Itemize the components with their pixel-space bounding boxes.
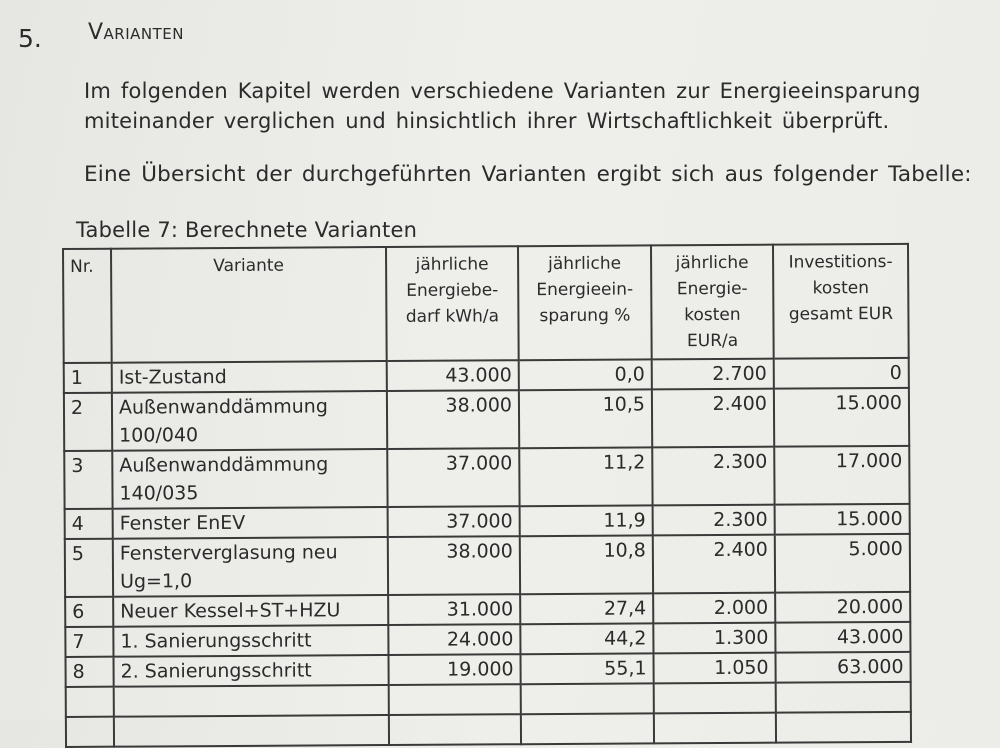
cell-energiebedarf: 38.000: [388, 536, 520, 595]
cell-nr: 5: [65, 539, 113, 597]
intro-paragraph: Im folgenden Kapitel werden verschiedene Varianten zur Energieeinsparung miteinander verglichen und hinsichtlich ihrer Wirtschaftlichkeit überprüft.: [84, 79, 921, 133]
cell-variante: Ist-Zustand: [112, 361, 387, 393]
table-row-empty: [66, 712, 911, 747]
cell-energieeinsparung: 10,5: [519, 389, 652, 448]
empty-cell: [521, 683, 654, 714]
cell-nr: 2: [64, 393, 112, 451]
table-row: [64, 446, 909, 509]
empty-cell: [521, 713, 654, 744]
cell-energiekosten: 1.300: [653, 623, 775, 654]
cell-nr: 7: [65, 627, 113, 657]
variants-table: [62, 243, 912, 748]
cell-variante: Fensterverglasung neu Ug=1,0: [113, 537, 388, 597]
table-row: [64, 388, 909, 451]
cell-energiebedarf: 38.000: [387, 390, 519, 449]
cell-energieeinsparung: 27,4: [520, 593, 653, 624]
cell-variante: Außenwanddämmung 140/035: [112, 449, 387, 509]
empty-cell: [654, 683, 776, 714]
table-caption: Tabelle 7: Berechnete Varianten: [76, 218, 418, 242]
cell-energieeinsparung: 11,2: [519, 447, 652, 506]
variants-table-container: [62, 243, 910, 748]
cell-energiekosten: 1.050: [653, 653, 775, 684]
cell-nr: 3: [64, 451, 112, 509]
cell-investitionskosten: 17.000: [774, 446, 909, 505]
cell-energieeinsparung: 55,1: [520, 653, 653, 684]
cell-nr: 4: [65, 509, 113, 539]
header-nr: Nr.: [63, 249, 112, 363]
cell-energieeinsparung: 44,2: [520, 623, 653, 654]
cell-variante: Fenster EnEV: [113, 507, 388, 539]
cell-energiebedarf: 31.000: [388, 594, 520, 625]
section-number: 5.: [18, 24, 42, 53]
table-row: [65, 534, 910, 597]
header-energiekosten: jährliche Energie- kosten EUR/a: [651, 245, 774, 360]
empty-cell: [776, 712, 911, 743]
table-header-row: [63, 244, 909, 363]
empty-cell: [66, 717, 114, 747]
cell-investitionskosten: 15.000: [774, 388, 909, 447]
cell-nr: 6: [65, 597, 113, 627]
overview-paragraph: Eine Übersicht der durchgeführten Varianten ergibt sich aus folgender Tabelle:: [84, 162, 972, 187]
cell-energiebedarf: 19.000: [388, 654, 520, 685]
header-investitionskosten: Investitions- kosten gesamt EUR: [773, 244, 909, 359]
cell-energiekosten: 2.400: [652, 389, 774, 448]
cell-energiekosten: 2.000: [653, 593, 775, 624]
cell-variante: 1. Sanierungsschritt: [113, 625, 388, 657]
cell-energiebedarf: 37.000: [388, 506, 520, 537]
header-variante: Variante: [111, 247, 387, 363]
empty-cell: [776, 682, 911, 713]
header-energieeinsparung: jährliche Energieein- sparung %: [518, 245, 652, 360]
cell-investitionskosten: 5.000: [775, 534, 910, 593]
cell-energiebedarf: 24.000: [388, 624, 520, 655]
empty-cell: [654, 713, 776, 744]
cell-investitionskosten: 63.000: [775, 652, 910, 683]
cell-energieeinsparung: 0,0: [519, 359, 652, 390]
cell-energiekosten: 2.400: [653, 535, 775, 594]
cell-energiekosten: 2.300: [653, 505, 775, 536]
empty-cell: [389, 684, 521, 715]
cell-energieeinsparung: 10,8: [520, 535, 653, 594]
cell-investitionskosten: 20.000: [775, 592, 910, 623]
cell-energiekosten: 2.700: [652, 359, 774, 390]
header-energiebedarf: jährliche Energiebe- darf kWh/a: [386, 246, 519, 361]
cell-nr: 8: [65, 657, 113, 687]
cell-energieeinsparung: 11,9: [520, 505, 653, 536]
empty-cell: [114, 715, 389, 747]
cell-energiekosten: 2.300: [652, 447, 774, 506]
empty-cell: [66, 687, 114, 717]
cell-variante: 2. Sanierungsschritt: [113, 655, 388, 687]
section-title: Varianten: [88, 20, 184, 45]
cell-investitionskosten: 0: [774, 358, 909, 389]
cell-energiebedarf: 43.000: [387, 360, 519, 391]
cell-variante: Neuer Kessel+ST+HZU: [113, 595, 388, 627]
cell-variante: Außenwanddämmung 100/040: [112, 391, 387, 451]
cell-investitionskosten: 15.000: [775, 504, 910, 535]
cell-energiebedarf: 37.000: [387, 448, 519, 507]
empty-cell: [114, 685, 389, 717]
cell-nr: 1: [64, 363, 112, 393]
cell-investitionskosten: 43.000: [775, 622, 910, 653]
